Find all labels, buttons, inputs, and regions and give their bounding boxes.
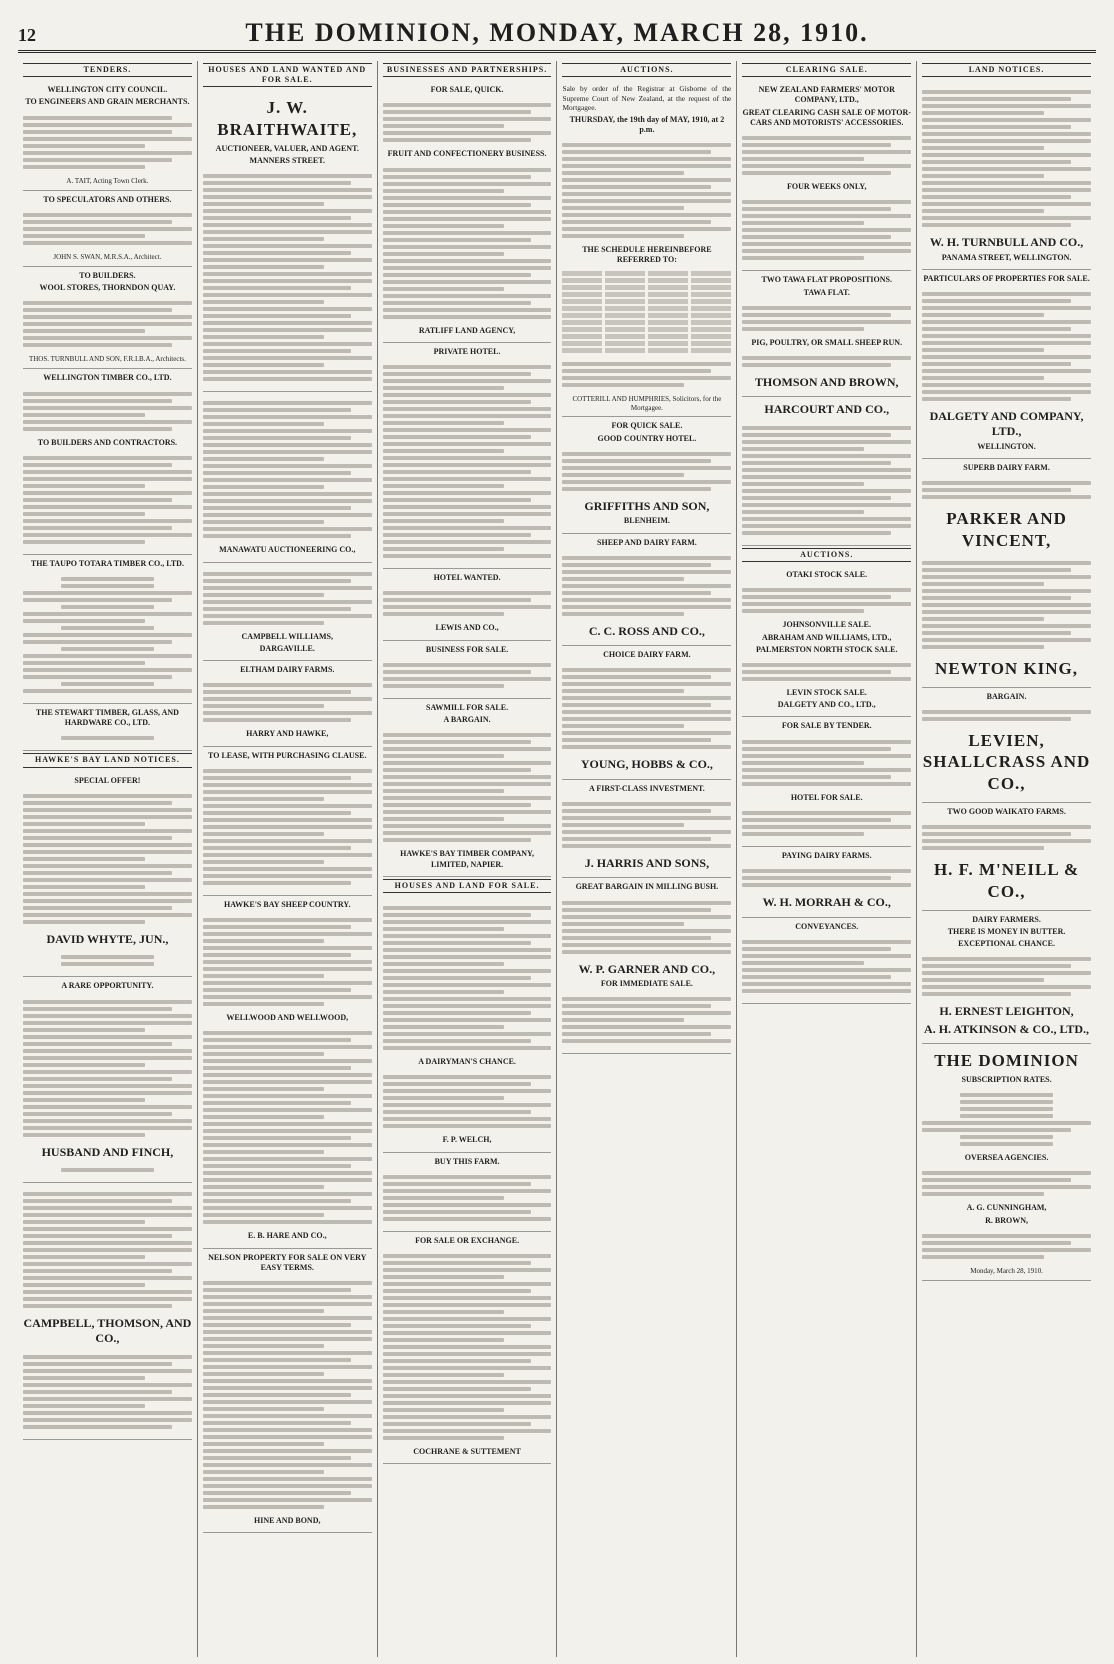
text-block [203,566,372,631]
text-block [23,450,192,550]
ad-dairy-farms [742,847,911,918]
text-block [922,951,1091,1002]
advertiser-name: J. HARRIS AND SONS, [584,855,710,870]
text-block [23,207,192,251]
ad-sawmill [383,699,552,877]
text-block [742,130,911,181]
text-block [203,677,372,728]
section-auctions-2: AUCTIONS. [742,548,911,562]
text-block [562,895,731,960]
section-houses: HOUSES AND LAND WANTED AND FOR SALE. [203,63,372,87]
ad-heading: FOR IMMEDIATE SALE. [600,978,693,988]
ad-heading: FOR SALE OR EXCHANGE. [415,1235,520,1245]
ad-sheep-dairy [562,534,731,647]
ad-special-offer [23,772,192,978]
ad-heading: GREAT BARGAIN IN MILLING BUSH. [575,882,719,892]
advertiser-name: DALGETY AND COMPANY, LTD., [929,409,1084,439]
ad-private-hotel [383,343,552,569]
section-land-notices: LAND NOTICES. [922,63,1091,77]
advertiser-name: A. H. ATKINSON & CO., LTD., [924,1021,1090,1036]
ad-totara [23,555,192,704]
ad-heading: ELTHAM DAIRY FARMS. [240,665,335,675]
text-block [23,571,192,699]
ad-choice-dairy [562,646,731,780]
text-block [922,475,1091,505]
section-auctions: AUCTIONS. [562,63,731,77]
advertiser-name: WELLWOOD AND WELLWOOD, [226,1013,349,1023]
ad-stock-sales [742,566,911,717]
text-block [922,1165,1091,1202]
ad-subheading: MANNERS STREET. [249,156,325,166]
text-block [383,727,552,848]
text-block [203,912,372,1012]
ad-heading: HOTEL WANTED. [433,573,501,583]
ad-hotel-wanted [383,569,552,640]
ad-heading: TWO TAWA FLAT PROPOSITIONS. [761,275,892,285]
advertiser-name: C. C. ROSS AND CO., [588,623,705,638]
advertiser-name: W. H. MORRAH & CO., [762,895,891,910]
ad-heading: THE STEWART TIMBER, GLASS, AND HARDWARE CO., LTD. [35,707,179,728]
ad-heading: SUPERB DAIRY FARM. [963,463,1050,473]
text-block [383,900,552,1056]
ad-business-sale [383,641,552,699]
column-5 [737,61,917,1657]
ad-subheading: WOOL STORES, THORNDON QUAY. [39,283,176,293]
ad-heading: FOR QUICK SALE. [611,421,683,431]
advertiser-name: LEVIEN, SHALLCRASS AND CO., [922,730,1091,794]
ad-heading: OTAKI STOCK SALE. [786,570,868,580]
text-block [203,168,372,387]
text-block [203,1025,372,1230]
ad-signature: A. TAIT, Acting Town Clerk. [66,176,149,185]
ad-eltham [203,661,372,746]
advertiser-name: THOMSON AND BROWN, [754,375,899,390]
ad-heading: HAWKE'S BAY SHEEP COUNTRY. [224,899,351,909]
ad-subheading: TO ENGINEERS AND GRAIN MERCHANTS. [25,97,190,107]
ad-subheading: THERE IS MONEY IN BUTTER. [947,926,1066,936]
advertiser-name: GRIFFITHS AND SON, [584,498,710,513]
text-block [742,350,911,373]
section-houses-land: HOUSES AND LAND FOR SALE. [383,879,552,893]
text-block [922,555,1091,655]
ad-heading: NELSON PROPERTY FOR SALE ON VERY EASY TERMS. [208,1252,367,1272]
schedule-table [562,268,731,356]
ad-milling-bush [562,878,731,1054]
ad-gisborne-auction [562,81,731,417]
ad-dairy-farmers [922,911,1091,1044]
advertiser-name: NEWTON KING, [935,658,1079,678]
text-block [383,1248,552,1446]
ad-superb-dairy [922,459,1091,687]
advertiser-name: PARKER AND VINCENT, [946,509,1067,550]
ad-heading: HOTEL FOR SALE. [790,792,863,802]
ad-signature: JOHN S. SWAN, M.R.S.A., Architect. [53,252,162,261]
text-block [742,734,911,792]
ad-heading: PALMERSTON NORTH STOCK SALE. [755,644,898,654]
text-block [742,934,911,999]
imprint-date: Monday, March 28, 1910. [970,1266,1043,1275]
ad-heading: SPECIAL OFFER! [74,775,141,785]
text-block [23,1349,192,1435]
page-number: 12 [18,25,36,45]
advertiser-name: COCHRANE & SUTTEMENT [413,1446,521,1456]
advertiser-name: HARRY AND HAWKE, [246,729,329,739]
ad-heading: FRUIT AND CONFECTIONERY BUSINESS. [387,149,547,159]
ad-heading: CONVEYANCES. [795,921,859,931]
text-block [742,805,911,842]
text-block [23,730,192,746]
ad-heading: A RARE OPPORTUNITY. [61,981,154,991]
text-block [23,994,192,1143]
advertiser-name: CAMPBELL WILLIAMS, [241,631,333,641]
ad-nz-farmers-motor [742,81,911,271]
text-block [922,1228,1091,1265]
ad-turnbull [922,81,1091,270]
text-block [203,763,372,891]
text-block [383,585,552,622]
ad-heading: TWO GOOD WAIKATO FARMS. [947,806,1066,816]
advertiser-name: RATLIFF LAND AGENCY, [418,325,516,335]
ad-dominion-subscription [922,1044,1091,1281]
text-block [383,1169,552,1227]
ad-tawa [742,271,911,397]
ad-speculators [23,191,192,267]
ad-heading: PAYING DAIRY FARMS. [781,850,872,860]
text-block [562,137,731,244]
text-block [383,97,552,148]
text-block [203,395,372,544]
text-block [922,286,1091,407]
ad-heading: SAWMILL FOR SALE. [426,702,509,712]
ad-heading: SUBSCRIPTION RATES. [961,1074,1052,1084]
text-block [922,84,1091,233]
ad-dargaville [203,563,372,661]
ad-heading: FOR SALE, QUICK. [430,85,504,95]
ad-exchange [383,1232,552,1464]
ad-heading: SHEEP AND DAIRY FARM. [597,537,697,547]
text-block [922,1087,1091,1152]
advertiser-name: ABRAHAM AND WILLIAMS, LTD., [762,632,892,642]
section-tenders: TENDERS. [23,63,192,77]
ad-wellington-council [23,81,192,190]
ad-heading: PIG, POULTRY, OR SMALL SHEEP RUN. [751,337,903,347]
ad-buy-farm [383,1153,552,1232]
advertiser-name: J. W. BRAITHWAITE, [217,98,358,140]
ad-heading: BARGAIN. [986,691,1027,701]
text-block [562,356,731,393]
ad-heading: WELLINGTON TIMBER CO., LTD. [43,373,172,383]
text-block [23,1186,192,1314]
ad-subheading: GREAT CLEARING CASH SALE OF MOTOR-CARS AND MOTORISTS' ACCESSORIES. [742,107,911,127]
column-6 [917,61,1096,1657]
ad-subheading: TAWA FLAT. [803,287,850,297]
text-block [23,386,192,437]
advertiser-name: HAWKE'S BAY TIMBER COMPANY, LIMITED, NAPIER. [400,849,535,869]
auction-date: THURSDAY, the 19th day of MAY, 1910, at 2 p.m. [569,114,725,134]
ad-heading: PRIVATE HOTEL. [433,346,501,356]
ad-particulars [922,270,1091,459]
columns [18,61,1096,1657]
ad-heading: LEVIN STOCK SALE. [786,688,867,697]
text-block [562,550,731,622]
advertiser-name: NEW ZEALAND FARMERS' MOTOR COMPANY, LTD., [758,85,895,105]
text-block [23,949,192,972]
ad-heading: TO BUILDERS. [79,270,136,280]
advertiser-name: MANAWATU AUCTIONEERING CO., [219,545,356,555]
column-2 [198,61,378,1657]
ad-builders [23,267,192,369]
ad-heading: CHOICE DAIRY FARM. [603,650,691,660]
text-block [23,295,192,353]
ad-campbell [23,1183,192,1440]
ad-heading: A FIRST-CLASS INVESTMENT. [588,783,705,793]
text-block [742,194,911,266]
section-clearing: CLEARING SALE. [742,63,911,77]
ad-signature: COTTERILL AND HUMPHRIES, Solicitors, for the Mortgagee. [572,394,722,412]
advertiser-name: H. ERNEST LEIGHTON, [939,1004,1074,1019]
newspaper-name: THE DOMINION [934,1051,1079,1071]
section-business: BUSINESSES AND PARTNERSHIPS. [383,63,552,77]
ad-tender [742,717,911,846]
advertiser-name: HUSBAND AND FINCH, [41,1144,174,1159]
ad-hawkes-sheep [203,896,372,1249]
newspaper-title: THE DOMINION, MONDAY, MARCH 28, 1910. [245,18,869,47]
ad-dairymans [383,897,552,1152]
text-block [203,1275,372,1515]
text-block [383,162,552,325]
advertiser-name: A. G. CUNNINGHAM, [966,1203,1047,1213]
ad-quick-sale-hotel [562,417,731,533]
ad-subheading: AUCTIONEER, VALUER, AND AGENT. [215,143,359,153]
text-block [23,1162,192,1178]
text-block [922,819,1091,856]
ad-subheading: TO BUILDERS AND CONTRACTORS. [37,437,178,447]
column-1 [18,61,198,1657]
ad-heading: DAIRY FARMERS. [972,914,1041,924]
ad-conveyances [742,918,911,1004]
ad-subheading: GOOD COUNTRY HOTEL. [597,433,697,443]
text-block [562,796,731,854]
text-block [742,300,911,337]
ad-heading: TO LEASE, WITH PURCHASING CLAUSE. [208,750,367,760]
ad-braithwaite [203,91,372,392]
column-4 [557,61,737,1657]
text-block [383,657,552,694]
advertiser-name: R. BROWN, [985,1215,1028,1225]
advertiser-name: H. F. M'NEILL & CO., [933,860,1080,901]
text-block [383,1069,552,1134]
ad-heading: FOUR WEEKS ONLY, [786,182,867,192]
advertiser-name: F. P. WELCH, [442,1135,492,1145]
text-block [742,863,911,893]
ad-heading: OVERSEA AGENCIES. [964,1153,1049,1163]
ad-first-class [562,780,731,879]
ad-harcourt [742,397,911,545]
advertiser-name: LEWIS AND CO., [435,623,499,633]
auction-intro: Sale by order of the Registrar at Gisborne of the Supreme Court of New Zealand, at the request of the Mortgagee. [562,84,732,113]
section-hawkes-bay: HAWKE'S BAY LAND NOTICES. [23,753,192,767]
advertiser-name: DALGETY AND CO., LTD., [777,700,876,710]
text-block [742,420,911,541]
ad-quick-sale [383,81,552,343]
ad-rare-opportunity [23,977,192,1183]
advertiser-name: W. H. TURNBULL AND CO., [929,235,1084,250]
ad-heading: PARTICULARS OF PROPERTIES FOR SALE. [923,273,1090,283]
ad-heading: THE TAUPO TOTARA TIMBER CO., LTD. [30,558,184,568]
column-3 [378,61,558,1657]
ad-heading: TO SPECULATORS AND OTHERS. [43,194,172,204]
ad-signature: THOS. TURNBULL AND SON, F.R.I.B.A., Architects. [28,355,186,364]
text-block [383,359,552,564]
advertiser-name: DAVID WHYTE, JUN., [46,931,169,946]
ad-timber [23,369,192,554]
text-block [23,110,192,175]
text-block [562,662,731,755]
ad-subheading: DARGAVILLE. [259,643,315,653]
ad-manawatu [203,392,372,562]
advertiser-name: E. B. HARE AND CO., [247,1231,327,1241]
text-block [23,788,192,930]
ad-heading: WELLINGTON CITY COUNCIL. [47,85,168,95]
ad-heading: JOHNSONVILLE SALE. [782,620,871,630]
ad-nelson [203,1249,372,1534]
ad-heading: BUSINESS FOR SALE. [425,644,509,654]
schedule-heading: THE SCHEDULE HEREINBEFORE REFERRED TO: [582,245,712,265]
text-block [742,582,911,619]
ad-waikato [922,803,1091,911]
ad-to-lease [203,747,372,896]
masthead [18,0,1096,53]
ad-heading: BUY THIS FARM. [434,1156,500,1166]
ad-subheading: EXCEPTIONAL CHANCE. [958,939,1055,949]
ad-bargain [922,688,1091,803]
ad-heading: FOR SALE BY TENDER. [781,721,872,731]
ad-subheading: BLENHEIM. [623,516,670,526]
ad-subheading: WELLINGTON. [977,441,1036,451]
text-block [562,991,731,1049]
ad-subheading: A BARGAIN. [443,715,491,725]
text-block [922,704,1091,727]
ad-subheading: PANAMA STREET, WELLINGTON. [941,252,1072,262]
advertiser-name: CAMPBELL, THOMSON, AND CO., [23,1315,192,1346]
text-block [742,657,911,687]
ad-heading: A DAIRYMAN'S CHANCE. [418,1057,516,1067]
advertiser-name: W. P. GARNER AND CO., [578,961,716,976]
text-block [562,446,731,497]
advertiser-name: HARCOURT AND CO., [764,402,890,417]
advertiser-name: HINE AND BOND, [254,1516,321,1526]
advertiser-name: YOUNG, HOBBS & CO., [580,757,713,772]
ad-stewart [23,704,192,751]
